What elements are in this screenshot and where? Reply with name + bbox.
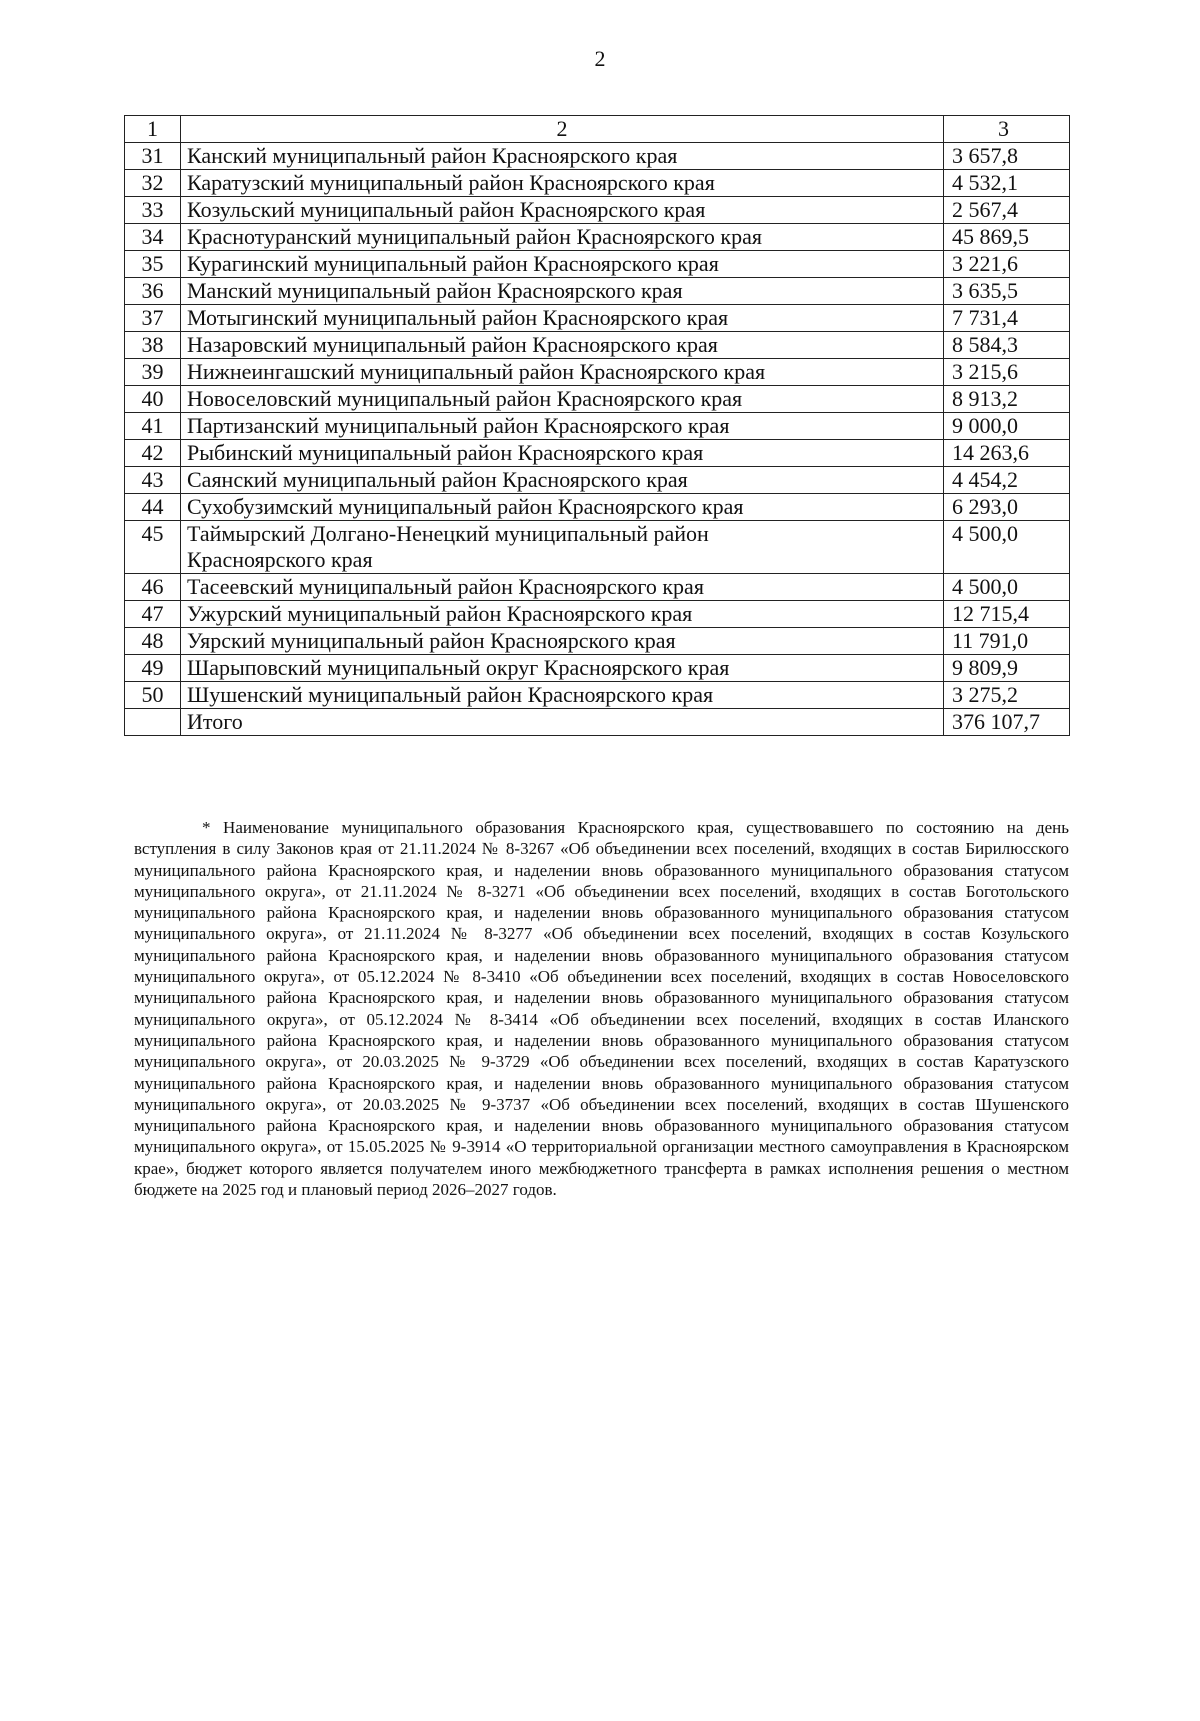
table-row bbox=[125, 359, 1070, 386]
table-row bbox=[125, 224, 1070, 251]
municipality-name-line: Сухобузимский муниципальный район Красноярского края bbox=[187, 494, 744, 519]
row-number: 48 bbox=[125, 628, 181, 655]
municipality-name bbox=[181, 467, 944, 494]
municipality-name bbox=[181, 494, 944, 521]
total-row bbox=[125, 709, 1070, 736]
row-number: 37 bbox=[125, 305, 181, 332]
row-number: 35 bbox=[125, 251, 181, 278]
municipality-name bbox=[181, 197, 944, 224]
municipality-name bbox=[181, 682, 944, 709]
total-number bbox=[125, 709, 181, 736]
municipality-name-line: Краснотуранский муниципальный район Красноярского края bbox=[187, 224, 763, 249]
municipality-name-line: Ужурский муниципальный район Красноярского края bbox=[187, 601, 693, 626]
transfer-amount: 3 221,6 bbox=[944, 251, 1070, 278]
transfer-amount: 9 000,0 bbox=[944, 413, 1070, 440]
row-number: 40 bbox=[125, 386, 181, 413]
header-cell-1: 1 bbox=[125, 116, 181, 143]
row-number: 33 bbox=[125, 197, 181, 224]
transfer-amount: 6 293,0 bbox=[944, 494, 1070, 521]
total-label: Итого bbox=[181, 709, 944, 736]
table-row bbox=[125, 467, 1070, 494]
transfer-amount: 4 454,2 bbox=[944, 467, 1070, 494]
header-cell-2: 2 bbox=[181, 116, 944, 143]
table-row bbox=[125, 655, 1070, 682]
row-number: 31 bbox=[125, 143, 181, 170]
page-number: 2 bbox=[594, 46, 606, 71]
municipality-name-line: Шарыповский муниципальный округ Красноярского края bbox=[187, 655, 730, 680]
municipalities-table bbox=[124, 115, 1070, 736]
table-row bbox=[125, 143, 1070, 170]
transfer-amount: 3 275,2 bbox=[944, 682, 1070, 709]
municipality-name bbox=[181, 574, 944, 601]
transfer-amount: 3 657,8 bbox=[944, 143, 1070, 170]
transfer-amount: 14 263,6 bbox=[944, 440, 1070, 467]
row-number: 42 bbox=[125, 440, 181, 467]
row-number: 41 bbox=[125, 413, 181, 440]
table-row bbox=[125, 413, 1070, 440]
municipality-name bbox=[181, 601, 944, 628]
table-header-row bbox=[125, 116, 1070, 143]
row-number: 46 bbox=[125, 574, 181, 601]
total-amount: 376 107,7 bbox=[944, 709, 1070, 736]
municipality-name-line: Назаровский муниципальный район Красноярского края bbox=[187, 332, 718, 357]
row-number: 38 bbox=[125, 332, 181, 359]
transfer-amount: 4 532,1 bbox=[944, 170, 1070, 197]
municipality-name-line: Красноярского края bbox=[187, 547, 373, 572]
table-row bbox=[125, 494, 1070, 521]
municipality-name-line: Козульский муниципальный район Красноярского края bbox=[187, 197, 706, 222]
row-number: 50 bbox=[125, 682, 181, 709]
table-row bbox=[125, 251, 1070, 278]
municipality-name bbox=[181, 655, 944, 682]
row-number: 44 bbox=[125, 494, 181, 521]
row-number: 32 bbox=[125, 170, 181, 197]
table-row bbox=[125, 332, 1070, 359]
transfer-amount: 8 913,2 bbox=[944, 386, 1070, 413]
row-number: 34 bbox=[125, 224, 181, 251]
municipality-name-line: Таймырский Долгано-Ненецкий муниципальный район bbox=[187, 521, 709, 546]
table-row bbox=[125, 278, 1070, 305]
municipality-name bbox=[181, 359, 944, 386]
municipality-name bbox=[181, 386, 944, 413]
municipality-name-line: Рыбинский муниципальный район Красноярского края bbox=[187, 440, 704, 465]
municipality-name bbox=[181, 170, 944, 197]
table-row bbox=[125, 197, 1070, 224]
municipality-name bbox=[181, 628, 944, 655]
transfer-amount: 4 500,0 bbox=[944, 574, 1070, 601]
row-number: 49 bbox=[125, 655, 181, 682]
table-row bbox=[125, 628, 1070, 655]
table-row bbox=[125, 601, 1070, 628]
transfer-amount: 9 809,9 bbox=[944, 655, 1070, 682]
municipality-name bbox=[181, 413, 944, 440]
row-number: 39 bbox=[125, 359, 181, 386]
row-number: 45 bbox=[125, 521, 181, 574]
municipality-name bbox=[181, 440, 944, 467]
table-row bbox=[125, 386, 1070, 413]
municipality-name-line: Партизанский муниципальный район Красноярского края bbox=[187, 413, 730, 438]
transfer-amount: 12 715,4 bbox=[944, 601, 1070, 628]
municipality-name bbox=[181, 278, 944, 305]
municipality-name-line: Саянский муниципальный район Красноярского края bbox=[187, 467, 688, 492]
municipality-name-line: Курагинский муниципальный район Красноярского края bbox=[187, 251, 719, 276]
transfer-amount: 11 791,0 bbox=[944, 628, 1070, 655]
municipality-name-line: Новоселовский муниципальный район Красноярского края bbox=[187, 386, 743, 411]
table-row bbox=[125, 682, 1070, 709]
municipality-name-line: Канский муниципальный район Красноярского края bbox=[187, 143, 678, 168]
municipality-name-line: Мотыгинский муниципальный район Красноярского края bbox=[187, 305, 729, 330]
municipality-name-line: Каратузский муниципальный район Красноярского края bbox=[187, 170, 715, 195]
transfer-amount: 3 215,6 bbox=[944, 359, 1070, 386]
municipality-name-line: Нижнеингашский муниципальный район Красноярского края bbox=[187, 359, 766, 384]
table-row bbox=[125, 521, 1070, 574]
municipality-name bbox=[181, 143, 944, 170]
table-row bbox=[125, 440, 1070, 467]
footnote: * Наименование муниципального образования Красноярского края, существовавшего по состоянию на день вступления в силу Законов края от 21.11.2024 № 8-3267 «Об объединении всех поселений, входящих в состав Бирилюсского муниципального района Красноярского края, и наделении вновь образованного муниципального образования статусом муниципального округа», от 21.11.2024 № 8-3271 «Об объединении всех поселений, входящих в состав Боготольского муниципального района Красноярского края, и наделении вновь образованного муниципального образования статусом муниципального округа», от 21.11.2024 № 8-3277 «Об объединении всех поселений, входящих в состав Козульского муниципального района Красноярского края, и наделении вновь образованного муниципального образования статусом муниципального округа», от 05.12.2024 № 8-3410 «Об объединении всех поселений, входящих в состав Новоселовского муниципального района Красноярского края, и наделении вновь образованного муниципального образования статусом муниципального округа», от 05.12.2024 № 8-3414 «Об объединении всех поселений, входящих в состав Иланского муниципального района Красноярского края, и наделении вновь образованного муниципального образования статусом муниципального округа», от 20.03.2025 № 9-3729 «Об объединении всех поселений, входящих в состав Каратузского муниципального района Красноярского края, и наделении вновь образованного муниципального образования статусом муниципального округа», от 20.03.2025 № 9-3737 «Об объединении всех поселений, входящих в состав Шушенского муниципального района Красноярского края, и наделении вновь образованного муниципального образования статусом муниципального округа», от 15.05.2025 № 9-3914 «О территориальной организации местного самоуправления в Красноярском крае», бюджет которого является получателем иного межбюджетного трансферта в рамках исполнения решения о местном бюджете на 2025 год и плановый период 2026–2027 годов. bbox=[134, 818, 1069, 1200]
transfer-amount: 3 635,5 bbox=[944, 278, 1070, 305]
transfer-amount: 8 584,3 bbox=[944, 332, 1070, 359]
municipality-name bbox=[181, 251, 944, 278]
table-row bbox=[125, 574, 1070, 601]
municipality-name-line: Уярский муниципальный район Красноярского края bbox=[187, 628, 676, 653]
municipality-name-line: Манский муниципальный район Красноярского края bbox=[187, 278, 683, 303]
row-number: 43 bbox=[125, 467, 181, 494]
municipality-name bbox=[181, 521, 944, 574]
table-row bbox=[125, 170, 1070, 197]
row-number: 36 bbox=[125, 278, 181, 305]
municipality-name bbox=[181, 305, 944, 332]
header-cell-3: 3 bbox=[944, 116, 1070, 143]
municipality-name-line: Тасеевский муниципальный район Красноярского края bbox=[187, 574, 704, 599]
table-row bbox=[125, 305, 1070, 332]
municipality-name bbox=[181, 224, 944, 251]
transfer-amount: 4 500,0 bbox=[944, 521, 1070, 574]
row-number: 47 bbox=[125, 601, 181, 628]
transfer-amount: 2 567,4 bbox=[944, 197, 1070, 224]
transfer-amount: 45 869,5 bbox=[944, 224, 1070, 251]
municipality-name bbox=[181, 332, 944, 359]
transfer-amount: 7 731,4 bbox=[944, 305, 1070, 332]
municipality-name-line: Шушенский муниципальный район Красноярского края bbox=[187, 682, 714, 707]
table-body bbox=[125, 116, 1070, 736]
